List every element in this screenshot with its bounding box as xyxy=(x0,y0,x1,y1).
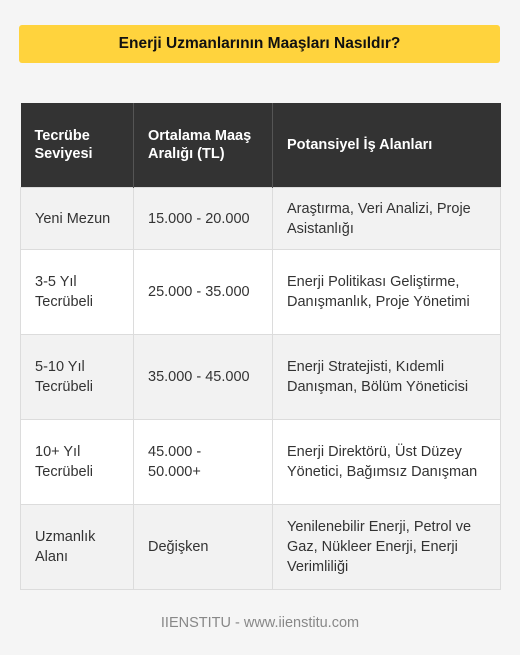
salary-cell: Değişken xyxy=(134,505,273,590)
experience-cell: Yeni Mezun xyxy=(21,188,134,250)
salary-cell: 35.000 - 45.000 xyxy=(134,335,273,420)
salary-cell: 45.000 - 50.000+ xyxy=(134,420,273,505)
table-row xyxy=(21,335,501,420)
column-header-experience: Tecrübe Seviyesi xyxy=(21,103,134,188)
page-title: Enerji Uzmanlarının Maaşları Nasıldır? xyxy=(19,25,500,63)
job-areas-cell: Enerji Direktörü, Üst Düzey Yönetici, Bağımsız Danışman xyxy=(273,420,501,505)
experience-cell: Uzmanlık Alanı xyxy=(21,505,134,590)
job-areas-cell: Enerji Politikası Geliştirme, Danışmanlık, Proje Yönetimi xyxy=(273,250,501,335)
column-header-job-areas: Potansiyel İş Alanları xyxy=(273,103,501,188)
experience-cell: 5-10 Yıl Tecrübeli xyxy=(21,335,134,420)
job-areas-cell: Araştırma, Veri Analizi, Proje Asistanlığı xyxy=(273,188,501,250)
table-row xyxy=(21,505,501,590)
salary-cell: 25.000 - 35.000 xyxy=(134,250,273,335)
footer-credit: IIENSTITU - www.iienstitu.com xyxy=(160,615,360,631)
salary-table xyxy=(20,103,501,590)
experience-cell: 3-5 Yıl Tecrübeli xyxy=(21,250,134,335)
salary-cell: 15.000 - 20.000 xyxy=(134,188,273,250)
column-header-salary: Ortalama Maaş Aralığı (TL) xyxy=(134,103,273,188)
job-areas-cell: Yenilenebilir Enerji, Petrol ve Gaz, Nükleer Enerji, Enerji Verimliliği xyxy=(273,505,501,590)
table-row xyxy=(21,420,501,505)
table-row xyxy=(21,250,501,335)
table-row xyxy=(21,188,501,250)
table-header-row xyxy=(21,103,501,188)
job-areas-cell: Enerji Stratejisti, Kıdemli Danışman, Bölüm Yöneticisi xyxy=(273,335,501,420)
experience-cell: 10+ Yıl Tecrübeli xyxy=(21,420,134,505)
